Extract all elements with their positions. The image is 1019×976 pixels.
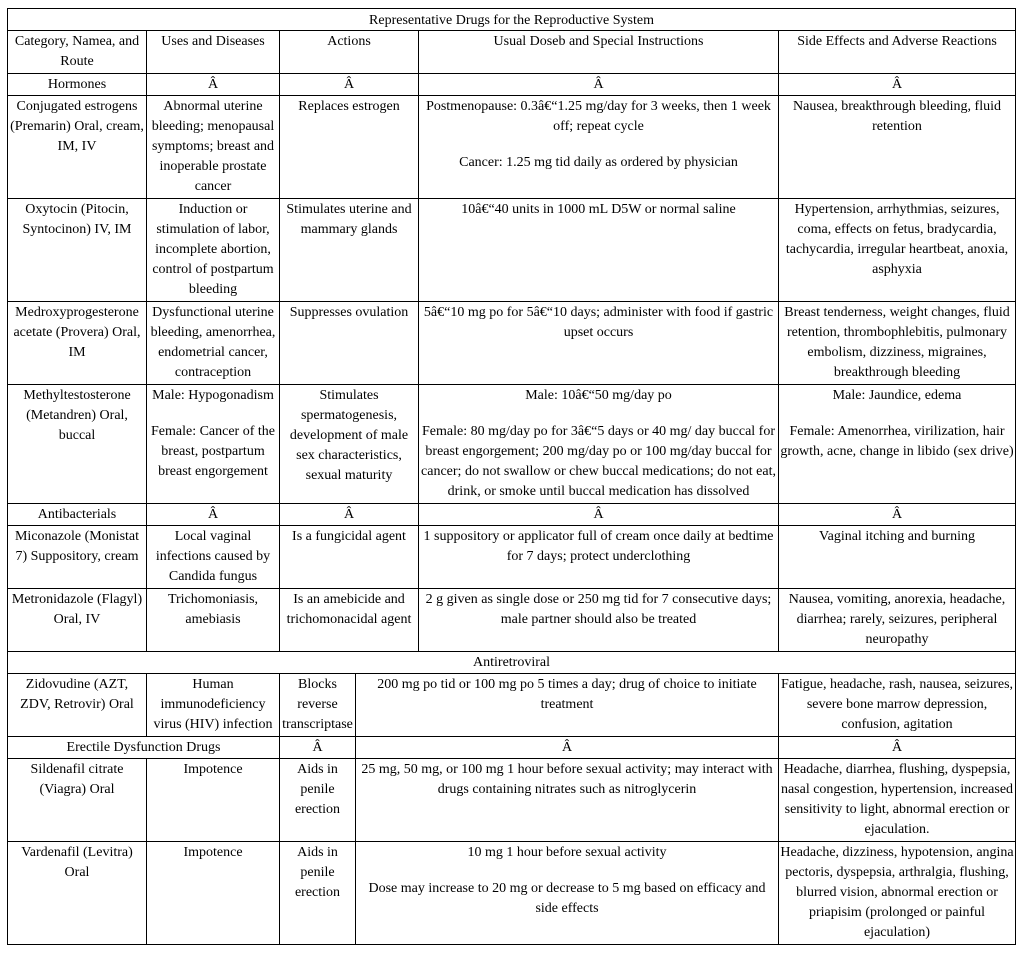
- side-effects-paragraph: Male: Jaundice, edema: [832, 388, 962, 403]
- drug-dose: [419, 385, 779, 504]
- section-label: Erectile Dysfunction Drugs: [8, 737, 280, 759]
- dose-paragraph: Cancer: 1.25 mg tid daily as ordered by physician: [459, 155, 738, 170]
- drug-uses: Induction or stimulation of labor, incomplete abortion, control of postpartum bleeding: [147, 199, 280, 302]
- drug-table: [7, 8, 1016, 945]
- placeholder-cell: Â: [280, 737, 356, 759]
- table-row: [8, 302, 1016, 385]
- dose-paragraph: Male: 10â€“50 mg/day po: [525, 388, 672, 403]
- section-row-hormones: [8, 74, 1016, 96]
- drug-side-effects: [779, 385, 1016, 504]
- drug-side-effects: Fatigue, headache, rash, nausea, seizures, severe bone marrow depression, confusion, agitation: [779, 674, 1016, 737]
- side-effects-paragraph: Female: Amenorrhea, virilization, hair growth, acne, change in libido (sex drive): [780, 424, 1014, 459]
- drug-side-effects: Breast tenderness, weight changes, fluid retention, thrombophlebitis, pulmonary embolism, dizziness, migraines, breakthrough bleeding: [779, 302, 1016, 385]
- placeholder-cell: Â: [779, 504, 1016, 526]
- drug-actions: Stimulates spermatogenesis, development of male sex characteristics, sexual maturity: [280, 385, 419, 504]
- drug-actions: Is an amebicide and trichomonacidal agent: [280, 589, 419, 652]
- section-row-antiretroviral: [8, 652, 1016, 674]
- title-row: [8, 9, 1016, 31]
- drug-name: Conjugated estrogens (Premarin) Oral, cream, IM, IV: [8, 96, 147, 199]
- placeholder-cell: Â: [147, 504, 280, 526]
- section-label: Hormones: [8, 74, 147, 96]
- table-row: [8, 199, 1016, 302]
- dose-paragraph: Postmenopause: 0.3â€“1.25 mg/day for 3 weeks, then 1 week off; repeat cycle: [426, 99, 771, 134]
- drug-uses: Abnormal uterine bleeding; menopausal symptoms; breast and inoperable prostate cancer: [147, 96, 280, 199]
- header-row: [8, 31, 1016, 74]
- drug-uses: [147, 385, 280, 504]
- uses-paragraph: Female: Cancer of the breast, postpartum breast engorgement: [150, 424, 275, 479]
- placeholder-cell: Â: [779, 74, 1016, 96]
- drug-dose: 1 suppository or applicator full of cream once daily at bedtime for 7 days; protect underclothing: [419, 526, 779, 589]
- header-side-effects: Side Effects and Adverse Reactions: [779, 31, 1016, 74]
- drug-dose: [356, 842, 779, 945]
- drug-side-effects: Hypertension, arrhythmias, seizures, coma, effects on fetus, bradycardia, tachycardia, irregular heartbeat, anoxia, asphyxia: [779, 199, 1016, 302]
- drug-side-effects: Nausea, vomiting, anorexia, headache, diarrhea; rarely, seizures, peripheral neuropathy: [779, 589, 1016, 652]
- drug-name: Zidovudine (AZT, ZDV, Retrovir) Oral: [8, 674, 147, 737]
- drug-side-effects: Headache, diarrhea, flushing, dyspepsia, nasal congestion, hypertension, increased sensitivity to light, abnormal erection or ejaculation.: [779, 759, 1016, 842]
- placeholder-cell: Â: [779, 737, 1016, 759]
- drug-dose: 10â€“40 units in 1000 mL D5W or normal saline: [419, 199, 779, 302]
- drug-actions: Is a fungicidal agent: [280, 526, 419, 589]
- placeholder-cell: Â: [147, 74, 280, 96]
- drug-dose: 2 g given as single dose or 250 mg tid for 7 consecutive days; male partner should also be treated: [419, 589, 779, 652]
- placeholder-cell: Â: [356, 737, 779, 759]
- section-label: Antibacterials: [8, 504, 147, 526]
- drug-name: Methyltestosterone (Metandren) Oral, buccal: [8, 385, 147, 504]
- drug-actions: Aids in penile erection: [280, 759, 356, 842]
- uses-paragraph: Male: Hypogonadism: [152, 388, 274, 403]
- drug-side-effects: Vaginal itching and burning: [779, 526, 1016, 589]
- section-row-erectile: [8, 737, 1016, 759]
- table-title: Representative Drugs for the Reproductive System: [8, 9, 1016, 31]
- drug-actions: Stimulates uterine and mammary glands: [280, 199, 419, 302]
- table-row: [8, 526, 1016, 589]
- drug-dose: 5â€“10 mg po for 5â€“10 days; administer with food if gastric upset occurs: [419, 302, 779, 385]
- section-row-antibacterials: [8, 504, 1016, 526]
- drug-actions: Suppresses ovulation: [280, 302, 419, 385]
- table-row: [8, 96, 1016, 199]
- table-row: [8, 674, 1016, 737]
- dose-paragraph: 10 mg 1 hour before sexual activity: [467, 845, 667, 860]
- drug-name: Vardenafil (Levitra) Oral: [8, 842, 147, 945]
- header-dose: Usual Doseb and Special Instructions: [419, 31, 779, 74]
- placeholder-cell: Â: [280, 504, 419, 526]
- drug-name: Oxytocin (Pitocin, Syntocinon) IV, IM: [8, 199, 147, 302]
- table-row: [8, 589, 1016, 652]
- drug-uses: Local vaginal infections caused by Candida fungus: [147, 526, 280, 589]
- drug-uses: Impotence: [147, 759, 280, 842]
- drug-name: Miconazole (Monistat 7) Suppository, cream: [8, 526, 147, 589]
- dose-paragraph: Dose may increase to 20 mg or decrease to 5 mg based on efficacy and side effects: [368, 881, 766, 916]
- drug-side-effects: Headache, dizziness, hypotension, angina pectoris, dyspepsia, arthralgia, flushing, blurred vision, abnormal erection or priapisim (prolonged or painful ejaculation): [779, 842, 1016, 945]
- drug-name: Sildenafil citrate (Viagra) Oral: [8, 759, 147, 842]
- placeholder-cell: Â: [419, 74, 779, 96]
- drug-uses: Impotence: [147, 842, 280, 945]
- section-label: Antiretroviral: [8, 652, 1016, 674]
- header-actions: Actions: [280, 31, 419, 74]
- drug-actions: Replaces estrogen: [280, 96, 419, 199]
- table-row: [8, 759, 1016, 842]
- drug-uses: Trichomoniasis, amebiasis: [147, 589, 280, 652]
- drug-name: Medroxyprogesterone acetate (Provera) Oral, IM: [8, 302, 147, 385]
- placeholder-cell: Â: [419, 504, 779, 526]
- drug-uses: Human immunodeficiency virus (HIV) infection: [147, 674, 280, 737]
- table-row: [8, 842, 1016, 945]
- drug-dose: 25 mg, 50 mg, or 100 mg 1 hour before sexual activity; may interact with drugs containing nitrates such as nitroglycerin: [356, 759, 779, 842]
- drug-dose: 200 mg po tid or 100 mg po 5 times a day; drug of choice to initiate treatment: [356, 674, 779, 737]
- drug-uses: Dysfunctional uterine bleeding, amenorrhea, endometrial cancer, contraception: [147, 302, 280, 385]
- table-row: [8, 385, 1016, 504]
- drug-actions: Aids in penile erection: [280, 842, 356, 945]
- drug-dose: [419, 96, 779, 199]
- header-category: Category, Namea, and Route: [8, 31, 147, 74]
- header-uses: Uses and Diseases: [147, 31, 280, 74]
- drug-name: Metronidazole (Flagyl) Oral, IV: [8, 589, 147, 652]
- drug-side-effects: Nausea, breakthrough bleeding, fluid retention: [779, 96, 1016, 199]
- drug-actions: Blocks reverse transcriptase: [280, 674, 356, 737]
- placeholder-cell: Â: [280, 74, 419, 96]
- dose-paragraph: Female: 80 mg/day po for 3â€“5 days or 40 mg/ day buccal for breast engorgement; 200 mg/day po or 100 mg/day buccal for cancer; do not swallow or chew buccal medications; do not eat, drink, or smoke until buccal medication has dissolved: [421, 424, 776, 499]
